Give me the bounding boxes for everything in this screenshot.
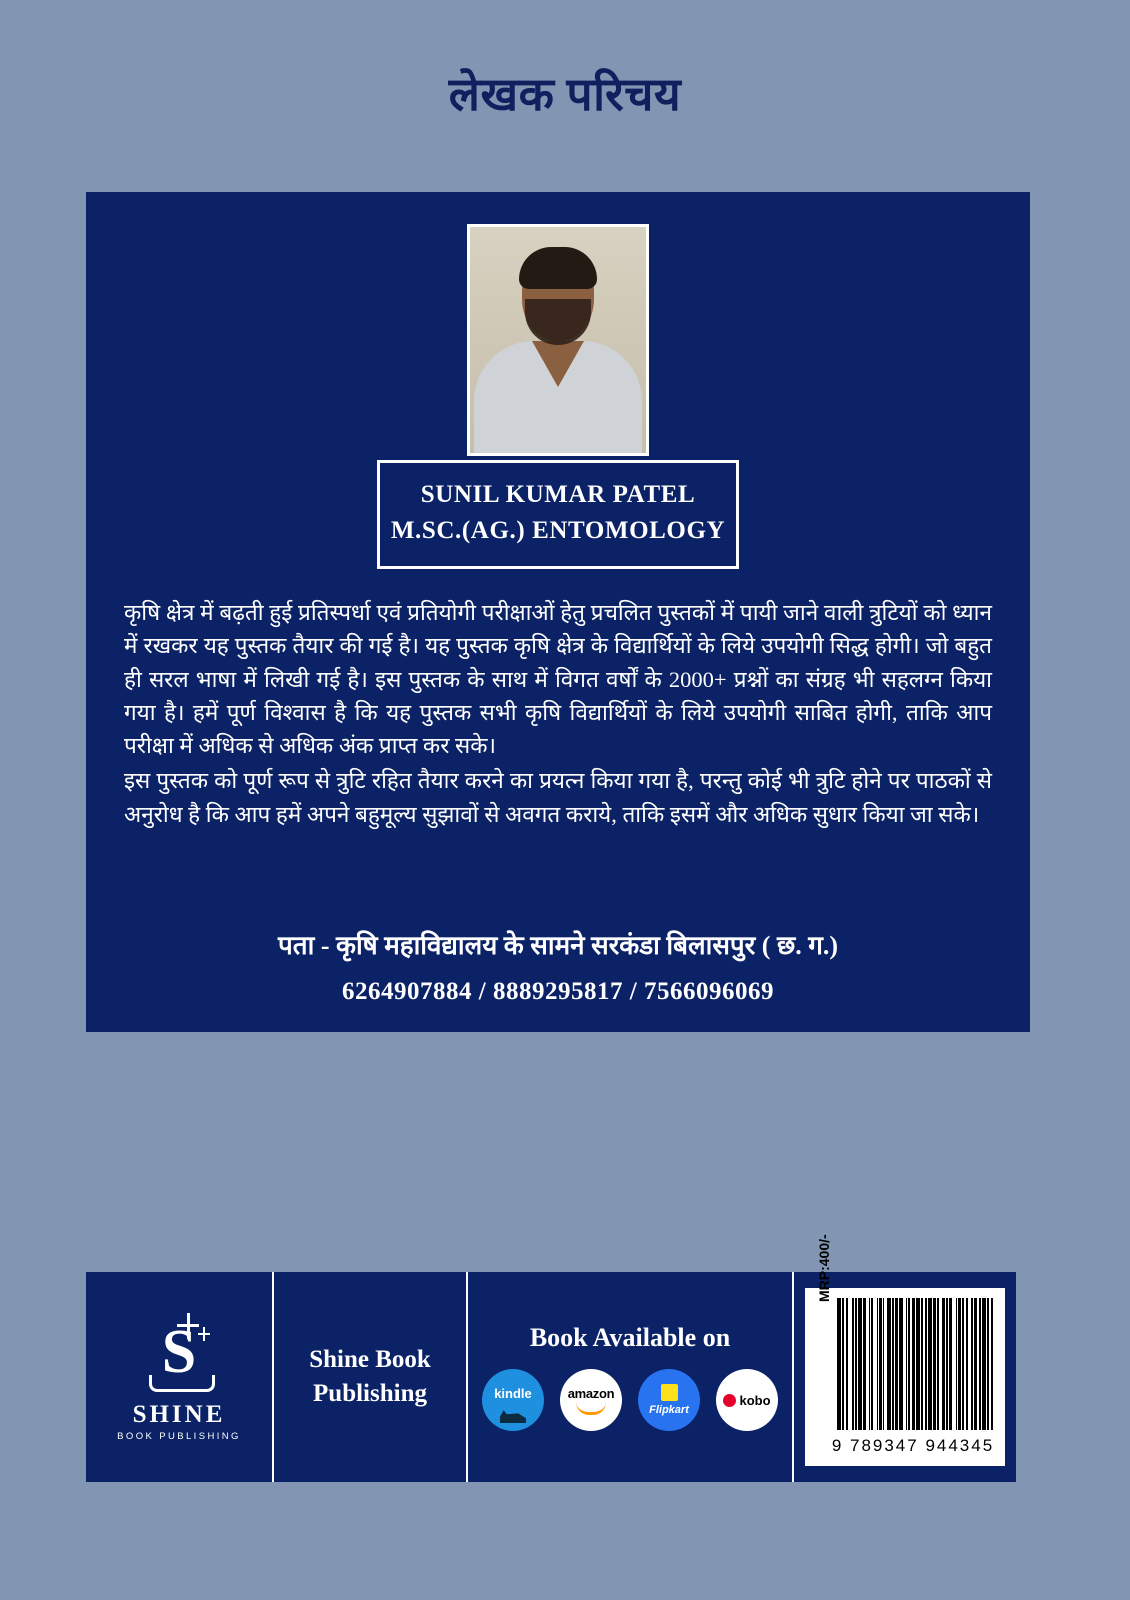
kobo-icon[interactable] <box>716 1369 778 1431</box>
flipkart-label: Flipkart <box>649 1404 689 1416</box>
store-list <box>482 1369 778 1431</box>
logo-subtitle: BOOK PUBLISHING <box>117 1430 241 1442</box>
author-panel <box>86 192 1030 1032</box>
author-photo <box>467 224 649 456</box>
amazon-icon[interactable] <box>560 1369 622 1431</box>
shine-emblem-icon <box>131 1313 227 1399</box>
kobo-label: kobo <box>739 1392 771 1408</box>
kindle-dog-glyph <box>500 1407 526 1423</box>
amazon-label: amazon <box>567 1385 615 1401</box>
author-name: SUNIL KUMAR PATEL <box>420 481 696 508</box>
contact-phones: 6264907884 / 8889295817 / 7566096069 <box>342 978 774 1005</box>
kindle-icon[interactable] <box>482 1369 544 1431</box>
author-name-box <box>377 460 739 569</box>
shine-logo <box>117 1313 241 1442</box>
logo-letter: S <box>161 1317 197 1386</box>
barcode <box>805 1234 1005 1466</box>
barcode-cell <box>794 1234 1016 1482</box>
contact-address: पता - कृषि महाविद्यालय के सामने सरकंडा बिलासपुर ( छ. ग.) <box>278 931 838 960</box>
availability-title: Book Available on <box>529 1323 731 1352</box>
publisher-logo-cell <box>86 1272 274 1482</box>
book-icon <box>149 1375 215 1392</box>
flipkart-box-glyph <box>661 1384 678 1401</box>
amazon-smile-glyph <box>576 1402 606 1415</box>
kindle-label: kindle <box>494 1385 532 1401</box>
author-description <box>124 596 992 833</box>
isbn-number: 9 789347 944345 <box>831 1436 995 1455</box>
author-qualification: M.SC.(AG.) ENTOMOLOGY <box>390 517 726 545</box>
description-paragraph-2: इस पुस्तक को पूर्ण रूप से त्रुटि रहित तैयार करने का प्रयत्न किया गया है, परन्तु कोई भी त्रुटि होने पर पाठकों से अनुरोध है कि आप हमें अपने बहुमूल्य सुझावों से अवगत कराये, ताकि इसमें और अधिक सुधार किया जा सके। <box>124 768 992 827</box>
logo-name: SHINE <box>132 1400 226 1428</box>
mrp-label: MRP:400/- <box>816 1234 832 1302</box>
flipkart-icon[interactable] <box>638 1369 700 1431</box>
footer-bar <box>86 1234 1016 1482</box>
publisher-name-cell <box>274 1272 468 1482</box>
availability-cell <box>468 1272 794 1482</box>
description-paragraph-1: कृषि क्षेत्र में बढ़ती हुई प्रतिस्पर्धा एवं प्रतियोगी परीक्षाओं हेतु प्रचलित पुस्तकों में पायी जाने वाली त्रुटियों को ध्यान में रखकर यह पुस्तक तैयार की गई है। यह पुस्तक कृषि क्षेत्र के विद्यार्थियों के लिये उपयोगी सिद्ध होगी। जो बहुत ही सरल भाषा में लिखी गई है। इस पुस्तक के साथ में विगत वर्षों के 2000+ प्रश्नों का संग्रह भी सहलग्न किया गया है। हमें पूर्ण विश्वास है कि यह पुस्तक सभी कृषि विद्यार्थियों के लिये उपयोगी साबित होगी, ताकि आप परीक्षा में अधिक से अधिक अंक प्राप्त कर सके। <box>124 600 992 759</box>
barcode-bars <box>837 1298 995 1430</box>
publisher-name: Shine Book Publishing <box>309 1346 431 1407</box>
page-title: लेखक परिचय <box>448 69 682 120</box>
barcode-bar <box>993 1298 994 1430</box>
kobo-dot-glyph <box>723 1394 736 1407</box>
